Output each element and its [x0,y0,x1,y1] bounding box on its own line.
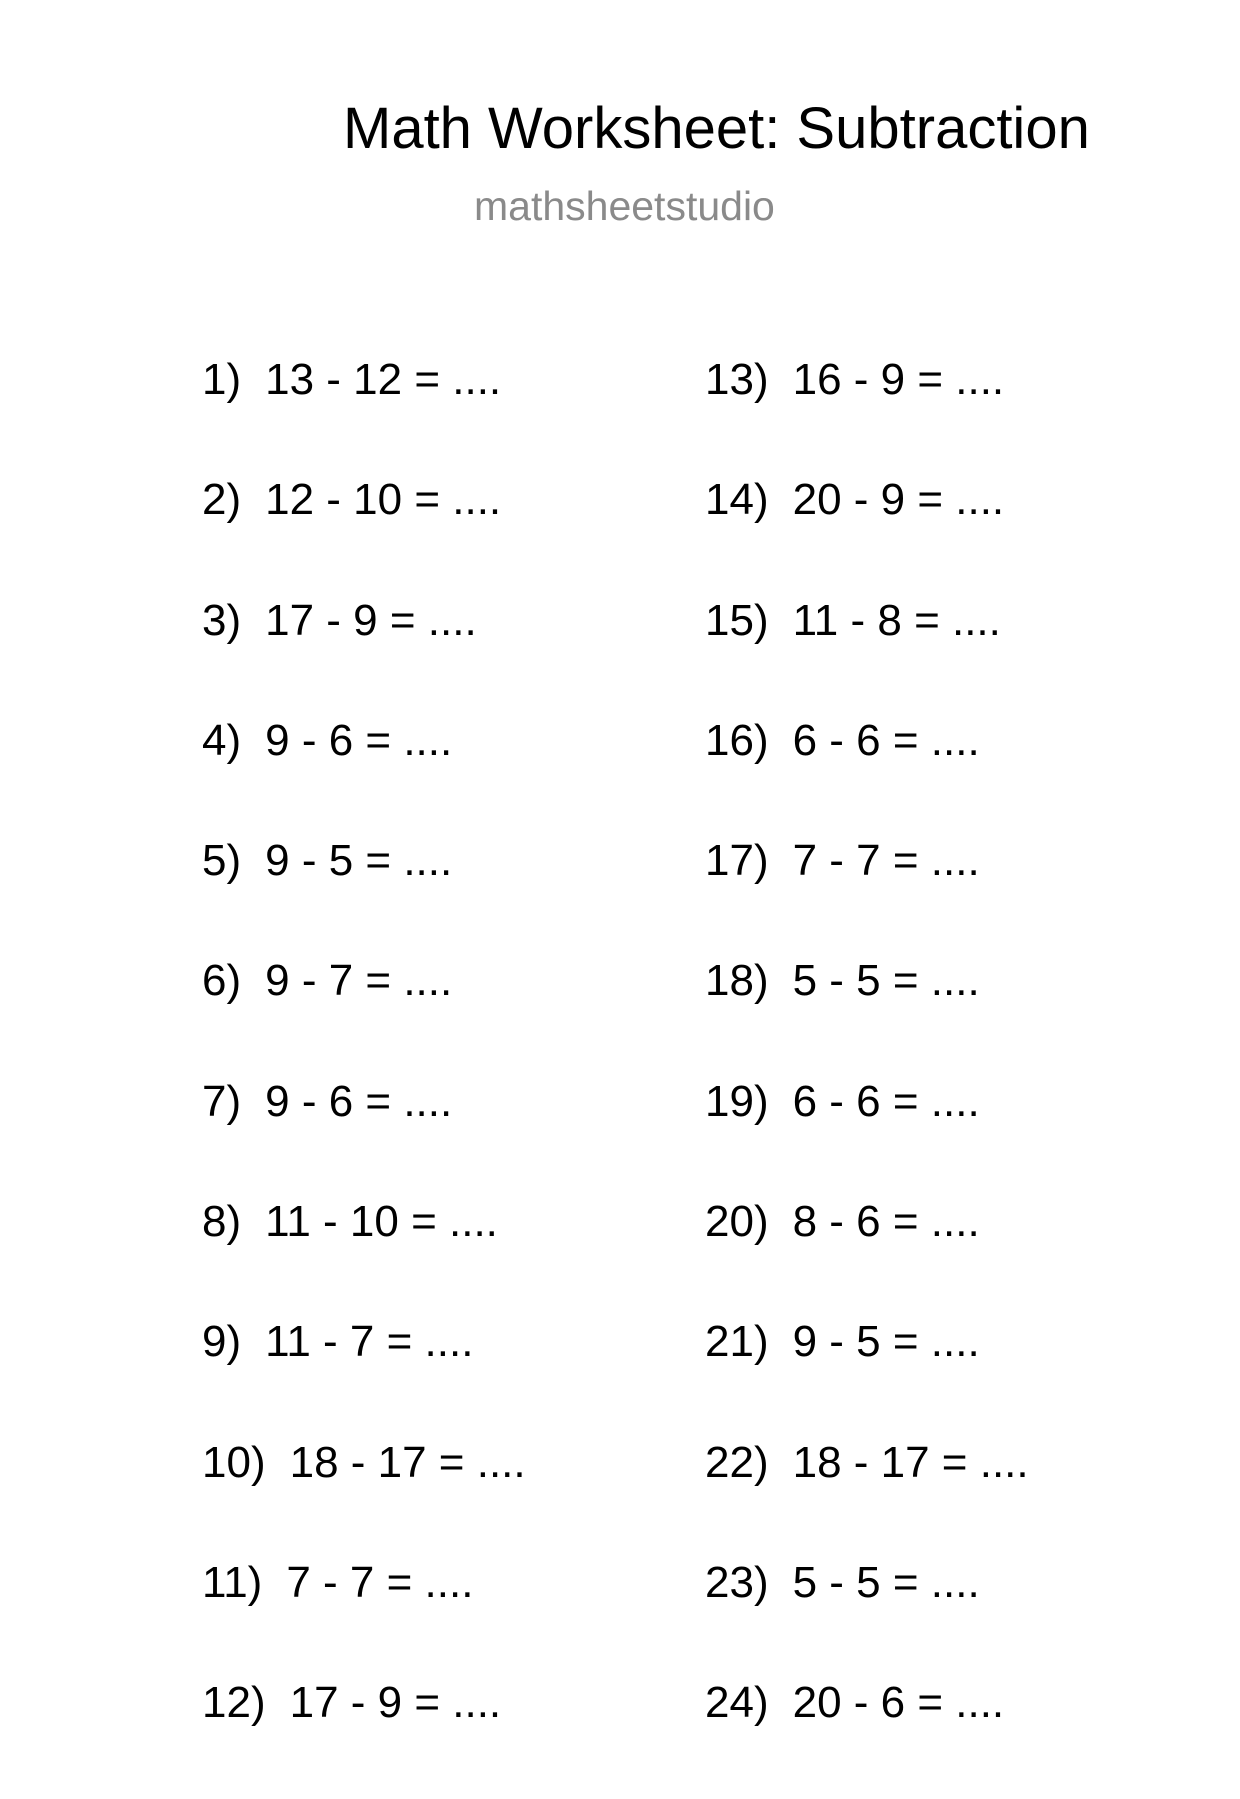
problem-expression: 5 - 5 = .... [792,956,980,1006]
problem-expression: 12 - 10 = .... [265,475,502,525]
problem-expression: 20 - 9 = .... [792,475,1005,525]
problem-number: 8) [202,1197,242,1247]
problem-3 [202,596,702,716]
problem-number: 9) [202,1317,242,1367]
problem-9 [202,1317,702,1437]
problem-expression: 16 - 9 = .... [792,355,1005,404]
problem-number: 2) [202,475,242,525]
problem-12 [202,1678,702,1798]
problem-24 [705,1678,1205,1798]
problem-number: 1) [202,355,242,404]
problem-13 [705,355,1205,475]
problem-number: 22) [705,1437,769,1487]
problem-15 [705,596,1205,716]
problem-expression: 17 - 9 = .... [289,1678,502,1728]
problem-expression: 6 - 6 = .... [792,715,980,765]
problem-number: 20) [705,1197,769,1247]
problem-6 [202,956,702,1076]
problem-number: 15) [705,595,769,645]
problem-expression: 9 - 5 = .... [792,1317,980,1367]
problem-number: 14) [705,475,769,525]
problem-column-right [705,355,1205,1799]
problem-19 [705,1077,1205,1197]
problem-7 [202,1077,702,1197]
problem-11 [202,1558,702,1678]
problem-expression: 7 - 7 = .... [286,1557,474,1607]
problem-18 [705,956,1205,1076]
problem-number: 17) [705,836,769,886]
problem-16 [705,716,1205,836]
problem-expression: 17 - 9 = .... [265,595,477,645]
problem-expression: 9 - 6 = .... [265,1076,453,1126]
problem-expression: 9 - 6 = .... [265,715,453,765]
problem-number: 7) [202,1076,242,1126]
problem-expression: 20 - 6 = .... [792,1678,1005,1728]
problem-expression: 5 - 5 = .... [792,1557,980,1607]
problem-number: 16) [705,715,769,765]
problem-number: 13) [705,355,769,404]
problem-5 [202,836,702,956]
problem-2 [202,475,702,595]
problem-14 [705,475,1205,595]
problem-expression: 11 - 10 = .... [265,1197,498,1247]
page-subtitle: mathsheetstudio [474,183,775,229]
problem-expression: 7 - 7 = .... [792,836,980,886]
problem-number: 3) [202,595,242,645]
problem-number: 19) [705,1076,769,1126]
problem-expression: 9 - 7 = .... [265,956,453,1006]
problem-22 [705,1438,1205,1558]
problem-expression: 11 - 8 = .... [792,595,1001,645]
problem-expression: 18 - 17 = .... [792,1437,1029,1487]
problem-number: 6) [202,956,242,1006]
problem-20 [705,1197,1205,1317]
problem-number: 4) [202,715,242,765]
problem-1 [202,355,702,475]
problem-number: 11) [202,1557,263,1607]
problem-number: 12) [202,1678,266,1728]
problem-number: 5) [202,836,242,886]
problem-number: 10) [202,1437,266,1487]
problem-number: 23) [705,1557,769,1607]
problem-4 [202,716,702,836]
problem-number: 21) [705,1317,769,1367]
problem-number: 24) [705,1678,769,1728]
problem-10 [202,1438,702,1558]
problem-expression: 18 - 17 = .... [289,1437,526,1487]
page-title: Math Worksheet: Subtraction [343,96,1090,161]
problem-8 [202,1197,702,1317]
problem-21 [705,1317,1205,1437]
problem-expression: 11 - 7 = .... [265,1317,474,1367]
problem-17 [705,836,1205,956]
problem-expression: 6 - 6 = .... [792,1076,980,1126]
problem-column-left [202,355,702,1799]
problem-expression: 13 - 12 = .... [265,355,502,404]
problem-number: 18) [705,956,769,1006]
problem-expression: 9 - 5 = .... [265,836,453,886]
problem-23 [705,1558,1205,1678]
problem-expression: 8 - 6 = .... [792,1197,980,1247]
